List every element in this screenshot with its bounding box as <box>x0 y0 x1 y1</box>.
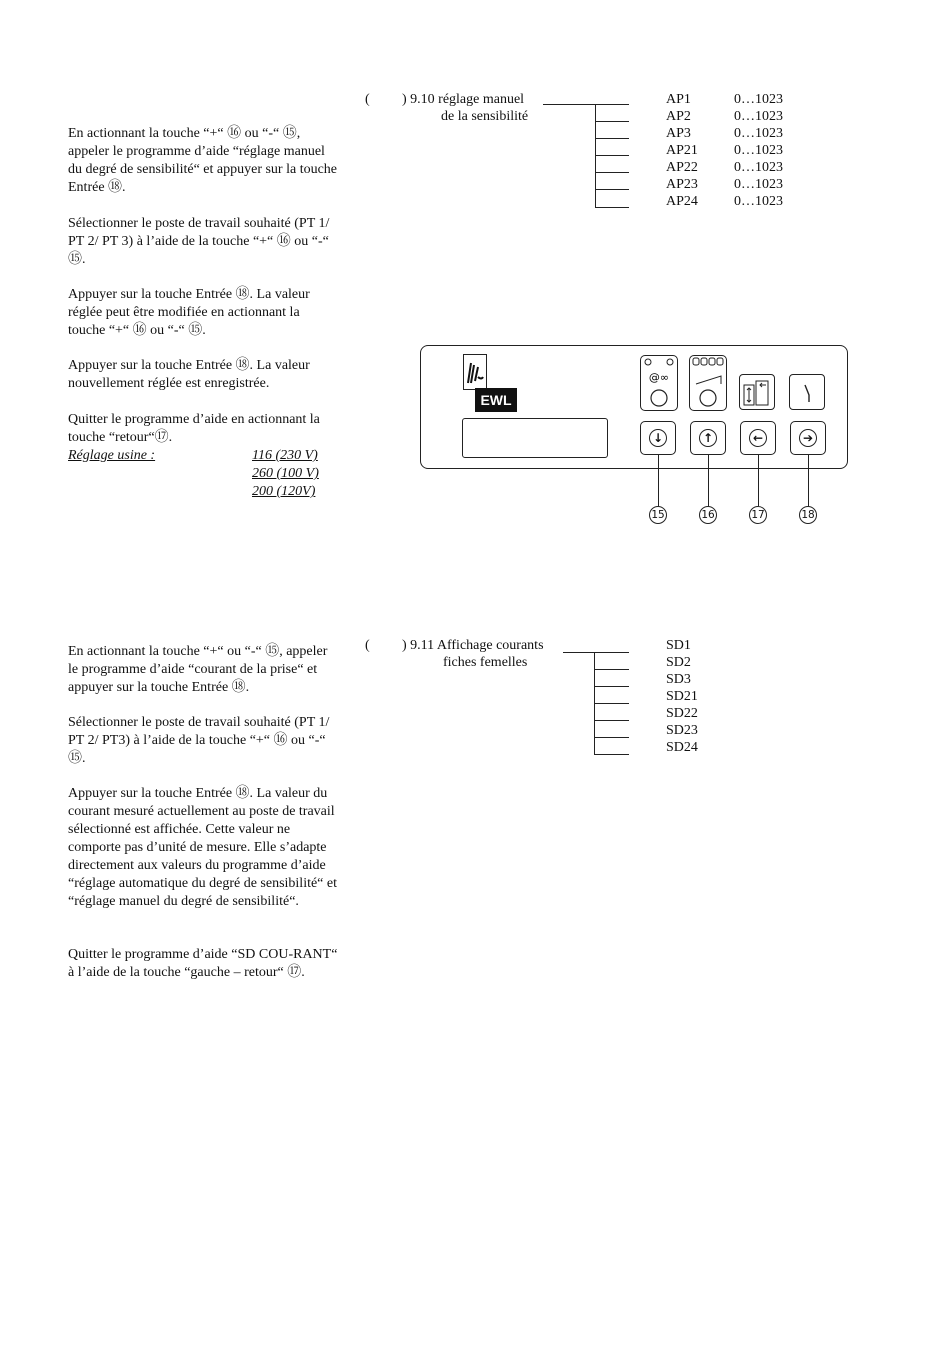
code-sd1: SD1 <box>666 638 691 653</box>
callout-16: 16 <box>699 506 717 524</box>
mode-key-sensitivity[interactable] <box>689 355 727 411</box>
factory-setting-label: Réglage usine : <box>68 448 156 463</box>
code-ap21: AP21 <box>666 143 698 158</box>
enter-diamond-icon: ➔ <box>799 429 817 447</box>
factory-value-100v: 260 (100 V) <box>252 466 319 481</box>
tree-910-open-paren: ( <box>365 92 370 107</box>
paragraph-911-4: Quitter le programme d’aide “SD COU-RANT“ à l’aide de la touche “gauche – retour“ ⑰. <box>68 947 338 980</box>
tree-911-tick <box>594 703 629 704</box>
tree-910-tick <box>595 138 629 139</box>
code-sd2: SD2 <box>666 655 691 670</box>
back-key[interactable] <box>740 421 776 455</box>
enter-key[interactable] <box>790 421 826 455</box>
tree-910-tick <box>595 189 629 190</box>
tree-911-open-paren: ( <box>365 638 370 653</box>
arrow-left-icon: ← <box>749 429 767 447</box>
control-panel <box>420 345 848 469</box>
code-sd22: SD22 <box>666 706 698 721</box>
tree-910-tick <box>595 121 629 122</box>
svg-text:@∞: @∞ <box>648 371 670 384</box>
paragraph-910-3: Appuyer sur la touche Entrée ⑱. La valeur réglée peut être modifiée en actionnant la touche “+“ ⑯ ou “-“ ⑮. <box>68 287 310 338</box>
range-ap1: 0…1023 <box>734 92 783 107</box>
paragraph-911-1: En actionnant la touche “+“ ou “-“ ⑮, appeler le programme d’aide “courant de la prise“ et appuyer sur la touche Entrée ⑱. <box>68 644 328 695</box>
code-ap23: AP23 <box>666 177 698 192</box>
code-sd24: SD24 <box>666 740 698 755</box>
tree-911-tick <box>594 720 629 721</box>
leader-line-18 <box>808 454 809 506</box>
code-ap2: AP2 <box>666 109 691 124</box>
paragraph-911-3: Appuyer sur la touche Entrée ⑱. La valeur du courant mesuré actuellement au poste de travail sélectionné est affichée. Cette valeur ne comporte pas d’unité de mesure. Elle s’adapte directement aux valeurs du programme d’aide “réglage automatique du degré de sensibilité“ et “réglage manuel du degré de sensibilité“. <box>68 786 338 909</box>
tree-910-tick <box>595 155 629 156</box>
code-ap24: AP24 <box>666 194 698 209</box>
plus-key[interactable] <box>690 421 726 455</box>
tree-911-tick <box>594 737 629 738</box>
mode-key-thread[interactable] <box>640 355 678 411</box>
position-key[interactable] <box>739 374 775 410</box>
leader-line-17 <box>758 454 759 506</box>
range-ap24: 0…1023 <box>734 194 783 209</box>
arrow-up-icon: ↑ <box>699 429 717 447</box>
tree-911-branch <box>563 652 629 653</box>
tree-911-subtitle: fiches femelles <box>443 655 528 670</box>
paragraph-910-1: En actionnant la touche “+“ ⑯ ou “-“ ⑮, appeler le programme d’aide “réglage manuel du degré de sensibilité“ et appuyer sur la touche Entrée ⑱. <box>68 126 338 195</box>
factory-value-230v: 116 (230 V) <box>252 448 318 463</box>
callout-15: 15 <box>649 506 667 524</box>
tree-910-subtitle: de la sensibilité <box>441 109 529 124</box>
paragraph-911-2: Sélectionner le poste de travail souhaité (PT 1/ PT 2/ PT3) à l’aide de la touche “+“ ⑯ ou “-“ ⑮. <box>68 715 330 766</box>
paragraph-910-2: Sélectionner le poste de travail souhaité (PT 1/ PT 2/ PT 3) à l’aide de la touche “+“ ⑯ ou “-“ ⑮. <box>68 216 330 267</box>
range-ap23: 0…1023 <box>734 177 783 192</box>
code-ap3: AP3 <box>666 126 691 141</box>
range-ap3: 0…1023 <box>734 126 783 141</box>
tree-911-title: ) 9.11 Affichage courants <box>402 638 544 653</box>
range-ap22: 0…1023 <box>734 160 783 175</box>
range-ap21: 0…1023 <box>734 143 783 158</box>
tree-910-title: ) 9.10 réglage manuel <box>402 92 525 107</box>
machine-logo-icon <box>463 354 487 390</box>
tree-910-tick <box>595 172 629 173</box>
ewl-logo: EWL <box>475 388 517 412</box>
range-ap2: 0…1023 <box>734 109 783 124</box>
paragraph-910-5: Quitter le programme d’aide en actionnant la touche “retour“⑰. <box>68 412 320 445</box>
code-sd21: SD21 <box>666 689 698 704</box>
callout-18: 18 <box>799 506 817 524</box>
callout-17: 17 <box>749 506 767 524</box>
leader-line-15 <box>658 454 659 506</box>
code-sd23: SD23 <box>666 723 698 738</box>
cut-key[interactable] <box>789 374 825 410</box>
tree-910-branch <box>543 104 629 105</box>
tree-910-tick <box>595 207 629 208</box>
code-ap1: AP1 <box>666 92 691 107</box>
leader-line-16 <box>708 454 709 506</box>
code-ap22: AP22 <box>666 160 698 175</box>
code-sd3: SD3 <box>666 672 691 687</box>
display-screen <box>462 418 608 458</box>
tree-911-tick <box>594 754 629 755</box>
arrow-down-icon: ↓ <box>649 429 667 447</box>
tree-910-trunk <box>595 104 596 208</box>
tree-911-tick <box>594 669 629 670</box>
factory-value-120v: 200 (120V) <box>252 484 316 499</box>
paragraph-910-4: Appuyer sur la touche Entrée ⑱. La valeur nouvellement réglée est enregistrée. <box>68 358 310 391</box>
tree-911-tick <box>594 686 629 687</box>
minus-key[interactable] <box>640 421 676 455</box>
